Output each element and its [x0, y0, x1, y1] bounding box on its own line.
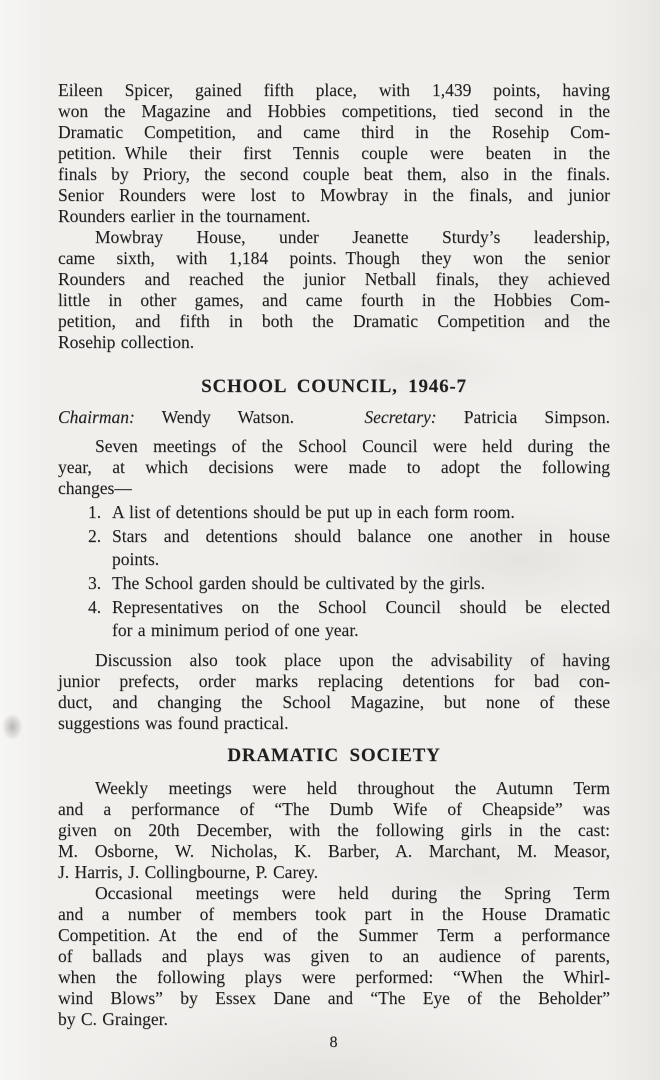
list-item [88, 525, 610, 571]
text-line: Stars and detentions should balance one another in house [112, 526, 610, 546]
paragraph [58, 436, 610, 499]
text-line: suggestions was found practical. [58, 713, 289, 733]
text-line: duct, and changing the School Magazine, but none of these [58, 692, 610, 712]
text-line: came sixth, with 1,184 points. Though they won the senior [58, 248, 610, 268]
text-line: for a minimum period of one year. [112, 620, 359, 640]
paragraph [58, 778, 610, 883]
text-line: petition, and fifth in both the Dramatic Competition and the [58, 311, 610, 331]
section-heading-school-council: SCHOOL COUNCIL, 1946-7 [201, 376, 467, 397]
text-line: J. Harris, J. Collingbourne, P. Carey. [58, 862, 319, 882]
text-line: A list of detentions should be put up in each form room. [112, 502, 515, 522]
text-line: Mowbray House, under Jeanette Sturdy’s leadership, [95, 227, 610, 247]
text-line: Dramatic Competition, and came third in the Rosehip Com- [58, 122, 610, 142]
text-line: when the following plays were performed: “When the Whirl- [58, 967, 610, 987]
chairman-name: Wendy Watson. [161, 407, 295, 427]
text-line: Senior Rounders were lost to Mowbray in the finals, and junior [58, 185, 610, 205]
text-line: Discussion also took place upon the advisability of having [95, 650, 610, 670]
chairman-label: Chairman: [58, 407, 135, 427]
text-line: changes— [58, 478, 132, 498]
officers-line [58, 407, 610, 428]
paragraph [58, 80, 610, 227]
text-line: junior prefects, order marks replacing detentions for bad con- [58, 671, 610, 691]
item-text [112, 596, 610, 642]
text-line: Occasional meetings were held during the Spring Term [95, 883, 610, 903]
text-line: Competition. At the end of the Summer Term a performance [58, 925, 610, 945]
item-text [112, 501, 610, 524]
numbered-list [88, 501, 610, 642]
text-line: M. Osborne, W. Nicholas, K. Barber, A. Marchant, M. Measor, [58, 841, 610, 861]
item-number: 1. [88, 502, 102, 522]
paragraph [58, 227, 610, 353]
paragraph [58, 650, 610, 734]
text-line: year, at which decisions were made to adopt the following [58, 457, 610, 477]
item-number: 2. [88, 526, 102, 546]
paragraph [58, 883, 610, 1030]
text-line: given on 20th December, with the following girls in the cast: [58, 820, 610, 840]
text-line: by C. Grainger. [58, 1009, 168, 1029]
item-text [112, 572, 610, 595]
text-line: Rounders earlier in the tournament. [58, 206, 311, 226]
item-number: 4. [88, 597, 102, 617]
text-line: wind Blows” by Essex Dane and “The Eye of the Beholder” [58, 988, 610, 1008]
text-line: and a performance of “The Dumb Wife of Cheapside” was [58, 799, 610, 819]
list-item [88, 596, 610, 642]
text-line: Rosehip collection. [58, 332, 195, 352]
text-line: Eileen Spicer, gained fifth place, with 1,439 points, having [58, 80, 610, 100]
item-text [112, 525, 610, 571]
text-line: Seven meetings of the School Council were held during the [95, 436, 610, 456]
page-number: 8 [329, 1034, 339, 1051]
text-line: little in other games, and came fourth in the Hobbies Com- [58, 290, 610, 310]
text-line: and a number of members took part in the House Dramatic [58, 904, 610, 924]
text-line: The School garden should be cultivated by the girls. [112, 573, 485, 593]
text-line: of ballads and plays was given to an audience of parents, [58, 946, 610, 966]
text-line: petition. While their first Tennis couple were beaten in the [58, 143, 610, 163]
text-line: finals by Priory, the second couple beat them, also in the finals. [58, 164, 610, 184]
text-line: Weekly meetings were held throughout the Autumn Term [95, 778, 610, 798]
text-line: Rounders and reached the junior Netball finals, they achieved [58, 269, 610, 289]
secretary-name: Patricia Simpson. [463, 407, 611, 427]
list-item [88, 501, 610, 524]
list-item [88, 572, 610, 595]
item-number: 3. [88, 573, 102, 593]
section-heading-dramatic-society: DRAMATIC SOCIETY [227, 745, 441, 766]
secretary-label: Secretary: [364, 407, 437, 427]
text-line: Representatives on the School Council should be elected [112, 597, 610, 617]
text-line: points. [112, 549, 160, 569]
text-line: won the Magazine and Hobbies competitions, tied second in the [58, 101, 610, 121]
